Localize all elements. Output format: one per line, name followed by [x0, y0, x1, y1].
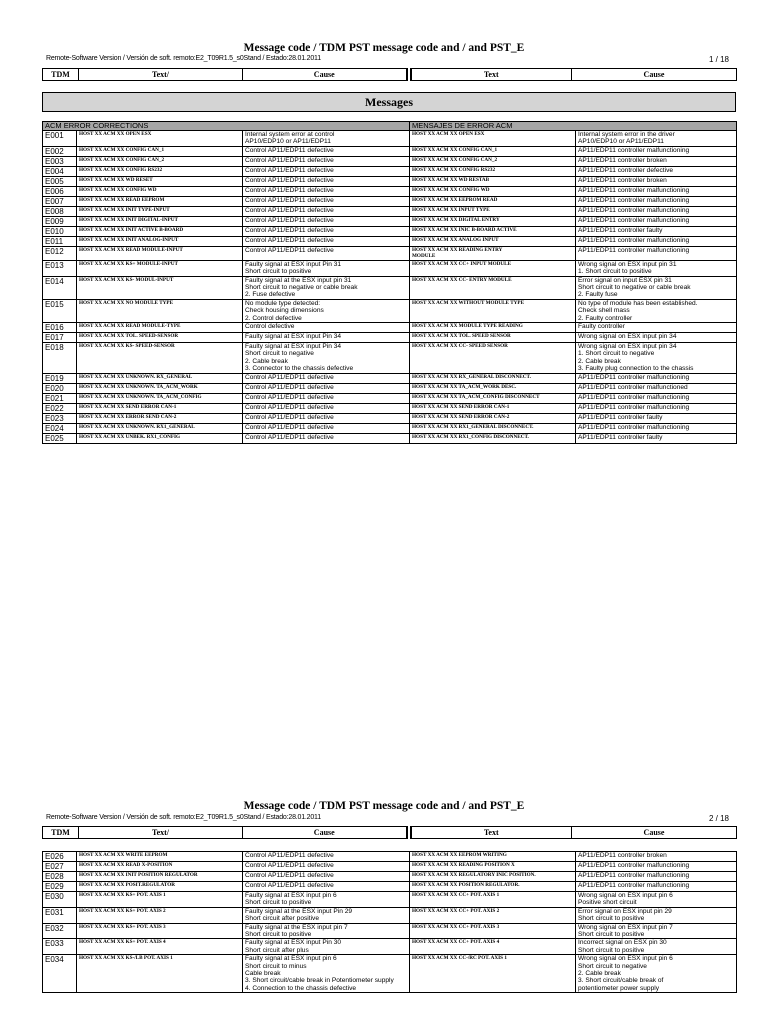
error-code: E020 [43, 383, 77, 393]
cause-en: Control AP11/EDP11 defective [243, 176, 410, 186]
cause-es: AP11/EDP11 controller malfunctioning [576, 872, 737, 882]
table-row [43, 383, 737, 393]
cause-en: Control AP11/EDP11 defective [243, 373, 410, 383]
text-en: HOST XX ACM XX POSIT.REGULATOR [77, 882, 243, 892]
cause-es: AP11/EDP11 controller malfunctioning [576, 373, 737, 383]
text-es: HOST XX ACM XX CC+ POT. AXIS 4 [410, 939, 576, 955]
error-code: E032 [43, 923, 77, 939]
table-row [43, 433, 737, 443]
text-en: HOST XX ACM XX KS+ POT. AXIS 4 [77, 939, 243, 955]
table-row [43, 333, 737, 343]
text-en: HOST XX ACM XX WRITE EEPROM [77, 852, 243, 862]
text-en: HOST XX ACM XX KS+ MODULE-INPUT [77, 260, 243, 276]
text-es: HOST XX ACM XX CC-/RC POT. AXIS 1 [410, 955, 576, 993]
cause-es: AP11/EDP11 controller malfunctioning [576, 206, 737, 216]
cause-es: AP11/EDP11 controller broken [576, 156, 737, 166]
text-en: HOST XX ACM XX UNKNOWN. TA_ACM_WORK [77, 383, 243, 393]
text-es: HOST XX ACM XX CC+ POT. AXIS 2 [410, 907, 576, 923]
cause-es: Faulty controller [576, 323, 737, 333]
error-code: E003 [43, 156, 77, 166]
header-text-left: Text/ [79, 69, 243, 81]
cause-es: Wrong signal on ESX input pin 34 1. Short circuit to negative 2. Cable break 3. Faulty plug connection to the chassis [576, 343, 737, 374]
cause-en: Control AP11/EDP11 defective [243, 156, 410, 166]
error-code: E030 [43, 892, 77, 908]
error-code: E006 [43, 186, 77, 196]
table-row [43, 852, 737, 862]
text-en: HOST XX ACM XX OPEN ESX [77, 131, 243, 147]
text-en: HOST XX ACM XX INIT TYPE-INPUT [77, 206, 243, 216]
header-text-right: Text [411, 69, 572, 81]
table-row [43, 923, 737, 939]
error-code: E011 [43, 236, 77, 246]
text-en: HOST XX ACM XX INIT POSITION REGULATOR [77, 872, 243, 882]
text-en: HOST XX ACM XX KS- MODUL-INPUT [77, 276, 243, 299]
header-text-left: Text/ [79, 827, 243, 839]
header-text-right: Text [411, 827, 572, 839]
cause-en: Control AP11/EDP11 defective [243, 433, 410, 443]
header-tdm: TDM [43, 827, 79, 839]
cause-es: AP11/EDP11 controller malfunctioning [576, 186, 737, 196]
text-en: HOST XX ACM XX ERROR SEND CAN-2 [77, 413, 243, 423]
table-row [43, 276, 737, 299]
text-es: HOST XX ACM XX EEPROM WRITING [410, 852, 576, 862]
cause-es: Wrong signal on ESX input pin 34 [576, 333, 737, 343]
text-es: HOST XX ACM XX WITHOUT MODULE TYPE [410, 299, 576, 322]
text-es: HOST XX ACM XX INPUT TYPE [410, 206, 576, 216]
error-code: E021 [43, 393, 77, 403]
error-code: E009 [43, 216, 77, 226]
cause-en: Control AP11/EDP11 defective [243, 146, 410, 156]
cause-es: Wrong signal on ESX input pin 31 1. Short circuit to positive [576, 260, 737, 276]
table-row [43, 260, 737, 276]
error-table [42, 121, 737, 444]
error-code: E031 [43, 907, 77, 923]
table-row [43, 882, 737, 892]
cause-en: Faulty signal at ESX input Pin 34 Short circuit to negative 2. Cable break 3. Connector to the chassis defective [243, 343, 410, 374]
cause-en: Control AP11/EDP11 defective [243, 216, 410, 226]
text-es: HOST XX ACM XX SEND ERROR CAN-1 [410, 403, 576, 413]
cause-es: AP11/EDP11 controller malfunctioning [576, 882, 737, 892]
header-cause-right: Cause [572, 827, 737, 839]
cause-en: Faulty signal at ESX input Pin 30 Short circuit after plus [243, 939, 410, 955]
error-code: E019 [43, 373, 77, 383]
text-es: HOST XX ACM XX READING POSITION X [410, 862, 576, 872]
text-en: HOST XX ACM XX KS-/LB POT. AXIS 1 [77, 955, 243, 993]
cause-es: AP11/EDP11 controller broken [576, 852, 737, 862]
cause-en: Control AP11/EDP11 defective [243, 186, 410, 196]
text-en: HOST XX ACM XX READ EEPROM [77, 196, 243, 206]
error-code: E025 [43, 433, 77, 443]
text-en: HOST XX ACM XX UNKNOWN. TA_ACM_CONFIG [77, 393, 243, 403]
cause-es: AP11/EDP11 controller malfunctioning [576, 196, 737, 206]
text-en: HOST XX ACM XX READ X-POSITION [77, 862, 243, 872]
cause-es: AP11/EDP11 controller faulty [576, 413, 737, 423]
table-row [43, 872, 737, 882]
header-tdm: TDM [43, 69, 79, 81]
cause-en: Control AP11/EDP11 defective [243, 872, 410, 882]
cause-es: AP11/EDP11 controller malfunctioning [576, 393, 737, 403]
table-row [43, 939, 737, 955]
cause-en: Control AP11/EDP11 defective [243, 246, 410, 260]
table-row [43, 186, 737, 196]
cause-en: Faulty signal at the ESX input pin 7 Short circuit to positive [243, 923, 410, 939]
table-row [43, 413, 737, 423]
error-code: E026 [43, 852, 77, 862]
messages-banner: Messages [42, 92, 736, 112]
text-es: HOST XX ACM XX TA_ACM_CONFIG DISCONNECT [410, 393, 576, 403]
error-table [42, 851, 737, 993]
error-code: E001 [43, 131, 77, 147]
cause-es: Wrong signal on ESX input pin 6 Positive short circuit [576, 892, 737, 908]
document-title: Message code / TDM PST message code and / and PST_E [243, 42, 525, 54]
text-en: HOST XX ACM XX KS- SPEED-SENSOR [77, 343, 243, 374]
cause-en: Control AP11/EDP11 defective [243, 852, 410, 862]
error-code: E007 [43, 196, 77, 206]
error-code: E018 [43, 343, 77, 374]
text-es: HOST XX ACM XX INIC B-BOARD ACTIVE [410, 226, 576, 236]
error-code: E005 [43, 176, 77, 186]
table-row [43, 393, 737, 403]
text-es: HOST XX ACM XX CONFIG WD [410, 186, 576, 196]
cause-es: AP11/EDP11 controller malfunctioning [576, 146, 737, 156]
cause-es: Incorrect signal on ESX pin 30 Short circuit to positive [576, 939, 737, 955]
text-es: HOST XX ACM XX CONFIG CAN_1 [410, 146, 576, 156]
error-code: E028 [43, 872, 77, 882]
text-es: HOST XX ACM XX ANALOG INPUT [410, 236, 576, 246]
error-code: E022 [43, 403, 77, 413]
cause-en: Control AP11/EDP11 defective [243, 413, 410, 423]
table-row [43, 373, 737, 383]
error-code: E017 [43, 333, 77, 343]
cause-en: Control AP11/EDP11 defective [243, 206, 410, 216]
table-row [43, 955, 737, 993]
text-en: HOST XX ACM XX CONFIG WD [77, 186, 243, 196]
table-row [43, 196, 737, 206]
table-row [43, 343, 737, 374]
error-code: E023 [43, 413, 77, 423]
text-es: HOST XX ACM XX READING ENTRY MODULE [410, 246, 576, 260]
cause-es: AP11/EDP11 controller malfunctioning [576, 216, 737, 226]
text-en: HOST XX ACM XX NO MODULE TYPE [77, 299, 243, 322]
text-es: HOST XX ACM XX CONFIG RS232 [410, 166, 576, 176]
cause-es: Error signal on input ESX pin 31 Short circuit to negative or cable break 2. Faulty fuse [576, 276, 737, 299]
table-row [43, 403, 737, 413]
cause-es: AP11/EDP11 controller malfunctioning [576, 862, 737, 872]
cause-es: AP11/EDP11 controller malfunctioning [576, 403, 737, 413]
text-es: HOST XX ACM XX CC+ POT. AXIS 3 [410, 923, 576, 939]
cause-en: Control AP11/EDP11 defective [243, 196, 410, 206]
text-es: HOST XX ACM XX SEND ERROR CAN-2 [410, 413, 576, 423]
error-code: E010 [43, 226, 77, 236]
text-en: HOST XX ACM XX UNKNOWN. RX1_GENERAL [77, 423, 243, 433]
page-number: 1 / 18 [708, 55, 729, 64]
table-row [43, 146, 737, 156]
document-meta: Remote-Software Version / Versión de soft. remoto:E2_T09R1.5_s0Stand / Estado:28.01.2011 [46, 814, 321, 821]
text-en: HOST XX ACM XX KS+ POT. AXIS 1 [77, 892, 243, 908]
text-es: HOST XX ACM XX CC- SPEED SENSOR [410, 343, 576, 374]
text-es: HOST XX ACM XX CONFIG CAN_2 [410, 156, 576, 166]
text-en: HOST XX ACM XX UNBEK. RX1_CONFIG [77, 433, 243, 443]
document-title: Message code / TDM PST message code and / and PST_E [243, 800, 525, 812]
text-es: HOST XX ACM XX RX_GENERAL DISCONNECT. [410, 373, 576, 383]
text-es: HOST XX ACM XX TA_ACM_WORK DESC. [410, 383, 576, 393]
cause-en: Control AP11/EDP11 defective [243, 862, 410, 872]
text-en: HOST XX ACM XX INIT ACTIVE B-BOARD [77, 226, 243, 236]
header-cause-left: Cause [243, 827, 407, 839]
cause-es: Error signal on ESX input pin 29 Short circuit to positive [576, 907, 737, 923]
cause-en: Control AP11/EDP11 defective [243, 236, 410, 246]
error-code: E012 [43, 246, 77, 260]
text-es: HOST XX ACM XX DIGITAL ENTRY [410, 216, 576, 226]
cause-es: AP11/EDP11 controller faulty [576, 433, 737, 443]
text-en: HOST XX ACM XX CONFIG RS232 [77, 166, 243, 176]
text-es: HOST XX ACM XX CC- ENTRY MODULE [410, 276, 576, 299]
cause-en: Faulty signal at the ESX input Pin 29 Short circuit after positive [243, 907, 410, 923]
table-row [43, 236, 737, 246]
cause-es: No type of module has been established. Check shell mass 2. Faulty controller [576, 299, 737, 322]
text-es: HOST XX ACM XX MODULE TYPE READING [410, 323, 576, 333]
text-es: HOST XX ACM XX WD RESTAB [410, 176, 576, 186]
cause-en: No module type detected: Check housing dimensions 2. Control defective [243, 299, 410, 322]
table-row [43, 323, 737, 333]
table-row [43, 226, 737, 236]
cause-es: AP11/EDP11 controller malfunctioning [576, 236, 737, 246]
cause-en: Control AP11/EDP11 defective [243, 383, 410, 393]
text-en: HOST XX ACM XX READ MODULE-INPUT [77, 246, 243, 260]
text-en: HOST XX ACM XX UNKNOWN. RX_GENERAL [77, 373, 243, 383]
cause-es: AP11/EDP11 controller defective [576, 166, 737, 176]
table-row [43, 862, 737, 872]
text-es: HOST XX ACM XX CC+ INPUT MODULE [410, 260, 576, 276]
text-en: HOST XX ACM XX WD RESET [77, 176, 243, 186]
cause-en: Control AP11/EDP11 defective [243, 882, 410, 892]
table-row [43, 156, 737, 166]
table-row [43, 299, 737, 322]
text-es: HOST XX ACM XX RX1_GENERAL DISCONNECT. [410, 423, 576, 433]
error-code: E013 [43, 260, 77, 276]
header-cause-right: Cause [572, 69, 737, 81]
section-left: ACM ERROR CORRECTIONS [43, 122, 410, 131]
section-right: MENSAJES DE ERROR ACM [410, 122, 737, 131]
cause-en: Control AP11/EDP11 defective [243, 423, 410, 433]
error-code: E027 [43, 862, 77, 872]
cause-en: Control AP11/EDP11 defective [243, 226, 410, 236]
error-code: E034 [43, 955, 77, 993]
cause-es: AP11/EDP11 controller broken [576, 176, 737, 186]
table-row [43, 423, 737, 433]
cause-en: Faulty signal at ESX input pin 6 Short circuit to positive [243, 892, 410, 908]
cause-es: AP11/EDP11 controller malfunctioned [576, 383, 737, 393]
cause-en: Faulty signal at ESX input Pin 31 Short circuit to positive [243, 260, 410, 276]
error-code: E029 [43, 882, 77, 892]
cause-es: Wrong signal on ESX input pin 6 Short circuit to negative 2. Cable break 3. Short circuit/cable break of potentiometer power supply [576, 955, 737, 993]
text-es: HOST XX ACM XX OPEN ESX [410, 131, 576, 147]
text-es: HOST XX ACM XX POSITION REGULATOR. [410, 882, 576, 892]
table-row [43, 907, 737, 923]
cause-es: AP11/EDP11 controller malfunctioning [576, 246, 737, 260]
cause-en: Control AP11/EDP11 defective [243, 393, 410, 403]
error-code: E015 [43, 299, 77, 322]
cause-es: AP11/EDP11 controller malfunctioning [576, 423, 737, 433]
cause-es: Wrong signal on ESX input pin 7 Short circuit to positive [576, 923, 737, 939]
text-en: HOST XX ACM XX SEND ERROR CAN-1 [77, 403, 243, 413]
text-en: HOST XX ACM XX INIT DIGITAL-INPUT [77, 216, 243, 226]
text-es: HOST XX ACM XX CC+ POT. AXIS 1 [410, 892, 576, 908]
cause-en: Control defective [243, 323, 410, 333]
error-code: E024 [43, 423, 77, 433]
document-meta: Remote-Software Version / Versión de soft. remoto:E2_T09R1.5_s0Stand / Estado:28.01.2011 [46, 55, 321, 62]
text-en: HOST XX ACM XX CONFIG CAN_1 [77, 146, 243, 156]
error-code: E002 [43, 146, 77, 156]
text-es: HOST XX ACM XX REGULATORY INIC POSITION. [410, 872, 576, 882]
text-en: HOST XX ACM XX KS+ POT. AXIS 2 [77, 907, 243, 923]
error-code: E008 [43, 206, 77, 216]
column-header [42, 68, 737, 81]
text-es: HOST XX ACM XX EEPROM READ [410, 196, 576, 206]
text-en: HOST XX ACM XX KS+ POT. AXIS 3 [77, 923, 243, 939]
text-en: HOST XX ACM XX READ MODULE-TYPE [77, 323, 243, 333]
cause-en: Control AP11/EDP11 defective [243, 403, 410, 413]
text-en: HOST XX ACM XX CONFIG CAN_2 [77, 156, 243, 166]
cause-es: Internal system error in the driver AP10/EDP10 or AP11/EDP11 [576, 131, 737, 147]
column-header [42, 826, 737, 839]
table-row [43, 216, 737, 226]
table-row [43, 206, 737, 216]
cause-en: Control AP11/EDP11 defective [243, 166, 410, 176]
table-row [43, 131, 737, 147]
cause-es: AP11/EDP11 controller faulty [576, 226, 737, 236]
cause-en: Internal system error at control AP10/EDP10 or AP11/EDP11 [243, 131, 410, 147]
header-cause-left: Cause [243, 69, 407, 81]
text-es: HOST XX ACM XX TOL. SPEED SENSOR [410, 333, 576, 343]
page-number: 2 / 18 [708, 814, 729, 823]
table-row [43, 246, 737, 260]
text-en: HOST XX ACM XX TOL. SPEED-SENSOR [77, 333, 243, 343]
table-row [43, 176, 737, 186]
error-code: E033 [43, 939, 77, 955]
text-es: HOST XX ACM XX RX1_CONFIG DISCONNECT. [410, 433, 576, 443]
error-code: E016 [43, 323, 77, 333]
error-code: E014 [43, 276, 77, 299]
section-header-row [43, 122, 737, 131]
cause-en: Faulty signal at ESX input Pin 34 [243, 333, 410, 343]
cause-en: Faulty signal at ESX input pin 6 Short circuit to minus Cable break 3. Short circuit/cable break in Potentiometer supply 4. Connection to the chassis defective [243, 955, 410, 993]
table-row [43, 166, 737, 176]
error-code: E004 [43, 166, 77, 176]
text-en: HOST XX ACM XX INIT ANALOG-INPUT [77, 236, 243, 246]
cause-en: Faulty signal at the ESX input pin 31 Short circuit to negative or cable break 2. Fuse defective [243, 276, 410, 299]
table-row [43, 892, 737, 908]
